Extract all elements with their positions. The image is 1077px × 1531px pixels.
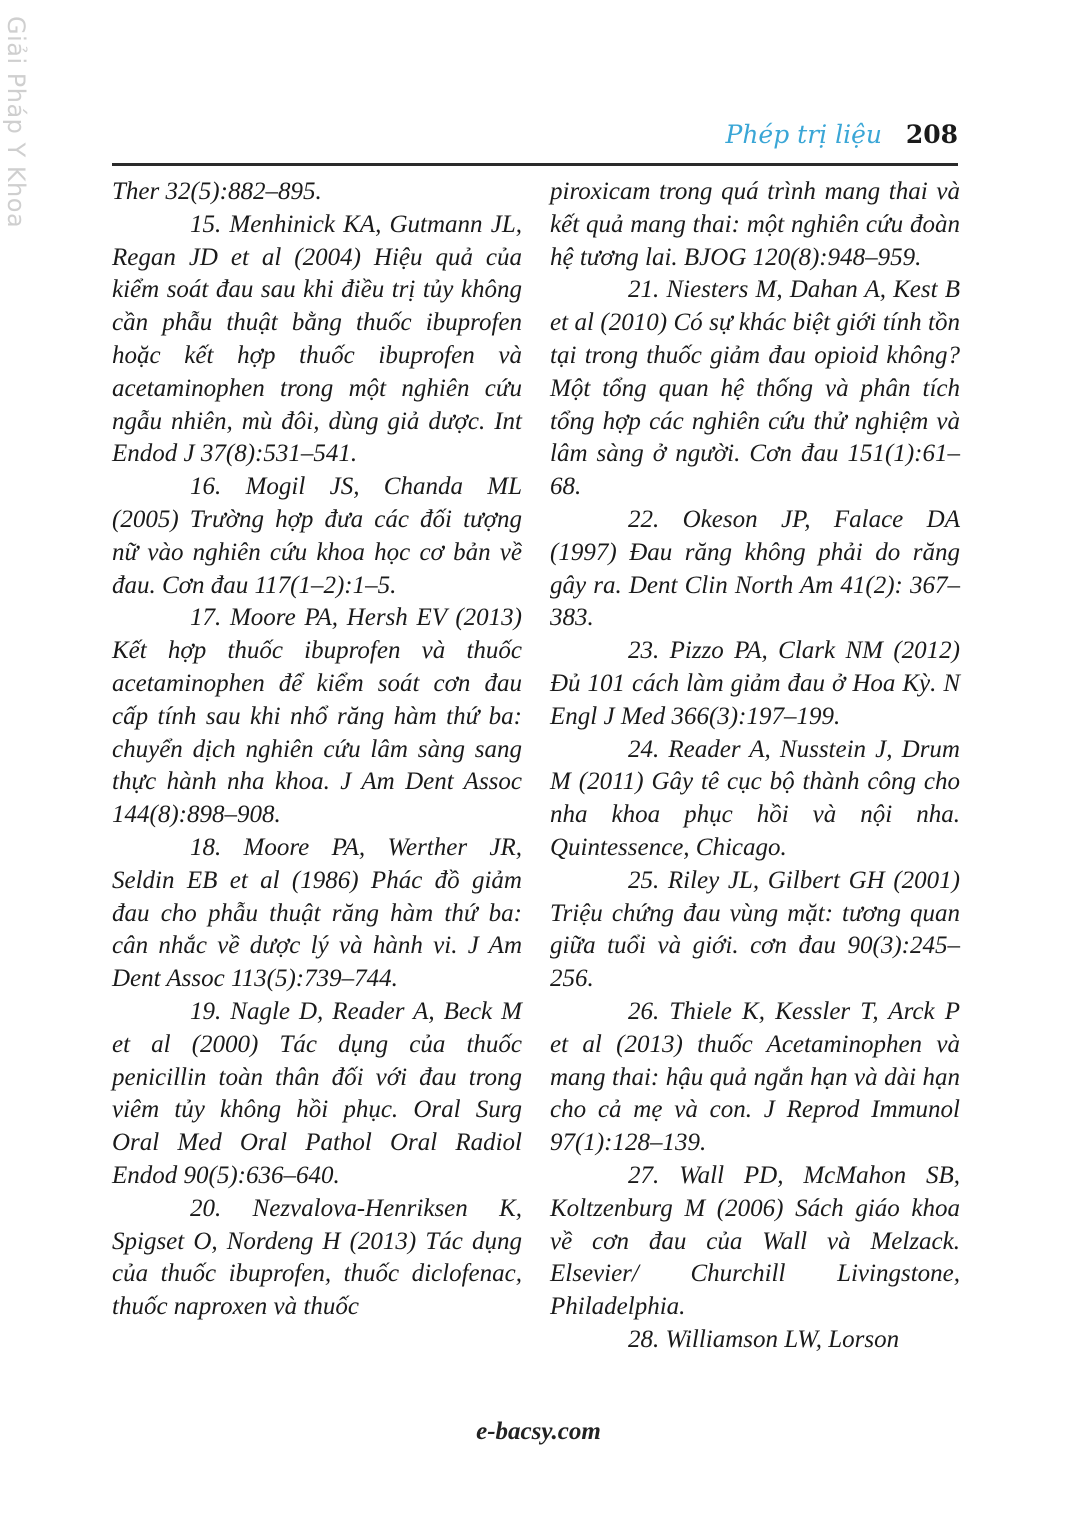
reference-entry: 18. Moore PA, Werther JR, Seldin EB et al (1986) Phác đồ giảm đau cho phẫu thuật răng hàm thứ ba: cân nhắc về dược lý và hành vi. J Am Dent Assoc 113(5):739–744. — [112, 833, 522, 993]
reference-entry: 25. Riley JL, Gilbert GH (2001) Triệu chứng đau vùng mặt: tương quan giữa tuổi và giới. cơn đau 90(3):245–256. — [550, 866, 960, 993]
reference-entry: 15. Menhinick KA, Gutmann JL, Regan JD et al (2004) Hiệu quả của kiểm soát đau sau khi điều trị tủy không cần phẫu thuật bằng thuốc ibuprofen hoặc kết hợp thuốc ibuprofen và acetaminophen trong một nghiên cứu ngẫu nhiên, mù đôi, dùng giả dược. Int Endod J 37(8):531–541. — [112, 210, 522, 468]
running-title: Phép trị liệu — [725, 120, 882, 149]
reference-entry: 22. Okeson JP, Falace DA (1997) Đau răng không phải do răng gây ra. Dent Clin North Am 41(2): 367–383. — [550, 505, 960, 632]
reference-entry: 24. Reader A, Nusstein J, Drum M (2011) Gây tê cục bộ thành công cho nha khoa phục hồi và nội nha. Quintessence, Chicago. — [550, 735, 960, 861]
reference-entry: 19. Nagle D, Reader A, Beck M et al (2000) Tác dụng của thuốc penicillin toàn thân đối với đau trong viêm tủy không hồi phục. Oral Surg Oral Med Oral Pathol Oral Radiol Endod 90(5):636–640. — [112, 997, 522, 1189]
right-column — [550, 176, 960, 1357]
reference-entry: Ther 32(5):882–895. — [112, 178, 322, 205]
left-column — [112, 176, 522, 1324]
page-number: 208 — [905, 120, 958, 149]
reference-entry: 28. Williamson LW, Lorson — [628, 1325, 900, 1353]
reference-entry: 23. Pizzo PA, Clark NM (2012) Đủ 101 cách làm giảm đau ở Hoa Kỳ. N Engl J Med 366(3):197–199. — [550, 637, 960, 730]
page-footer: e-bacsy.com — [476, 1418, 601, 1445]
side-watermark: Giải Pháp Y Khoa — [2, 16, 30, 229]
reference-entry: 21. Niesters M, Dahan A, Kest B et al (2010) Có sự khác biệt giới tính tồn tại trong thuốc giảm đau opioid không? Một tổng quan hệ thống và phân tích tổng hợp các nghiên cứu thử nghiệm và lâm sàng ở người. Cơn đau 151(1):61–68. — [550, 276, 960, 501]
reference-entry: 26. Thiele K, Kessler T, Arck P et al (2013) thuốc Acetaminophen và mang thai: hậu quả ngắn hạn và dài hạn cho cả mẹ và con. J Reprod Immunol 97(1):128–139. — [550, 997, 960, 1157]
reference-entry: piroxicam trong quá trình mang thai và kết quả mang thai: một nghiên cứu đoàn hệ tương lai. BJOG 120(8):948–959. — [550, 178, 960, 271]
page-header — [112, 118, 958, 158]
reference-entry: 27. Wall PD, McMahon SB, Koltzenburg M (2006) Sách giáo khoa về cơn đau của Wall và Melzack. Elsevier/ Churchill Livingstone, Philadelphia. — [550, 1161, 960, 1321]
reference-entry: 16. Mogil JS, Chanda ML (2005) Trường hợp đưa các đối tượng nữ vào nghiên cứu khoa học cơ bản về đau. Cơn đau 117(1–2):1–5. — [112, 473, 522, 599]
header-rule — [112, 163, 958, 166]
reference-entry: 20. Nezvalova-Henriksen K, Spigset O, Nordeng H (2013) Tác dụng của thuốc ibuprofen, thuốc diclofenac, thuốc naproxen và thuốc — [112, 1194, 522, 1321]
reference-entry: 17. Moore PA, Hersh EV (2013) Kết hợp thuốc ibuprofen và thuốc acetaminophen để kiểm soát cơn đau cấp tính sau khi nhổ răng hàm thứ ba: chuyển dịch nghiên cứu lâm sàng sang thực hành nha khoa. J Am Dent Assoc 144(8):898–908. — [112, 604, 522, 829]
